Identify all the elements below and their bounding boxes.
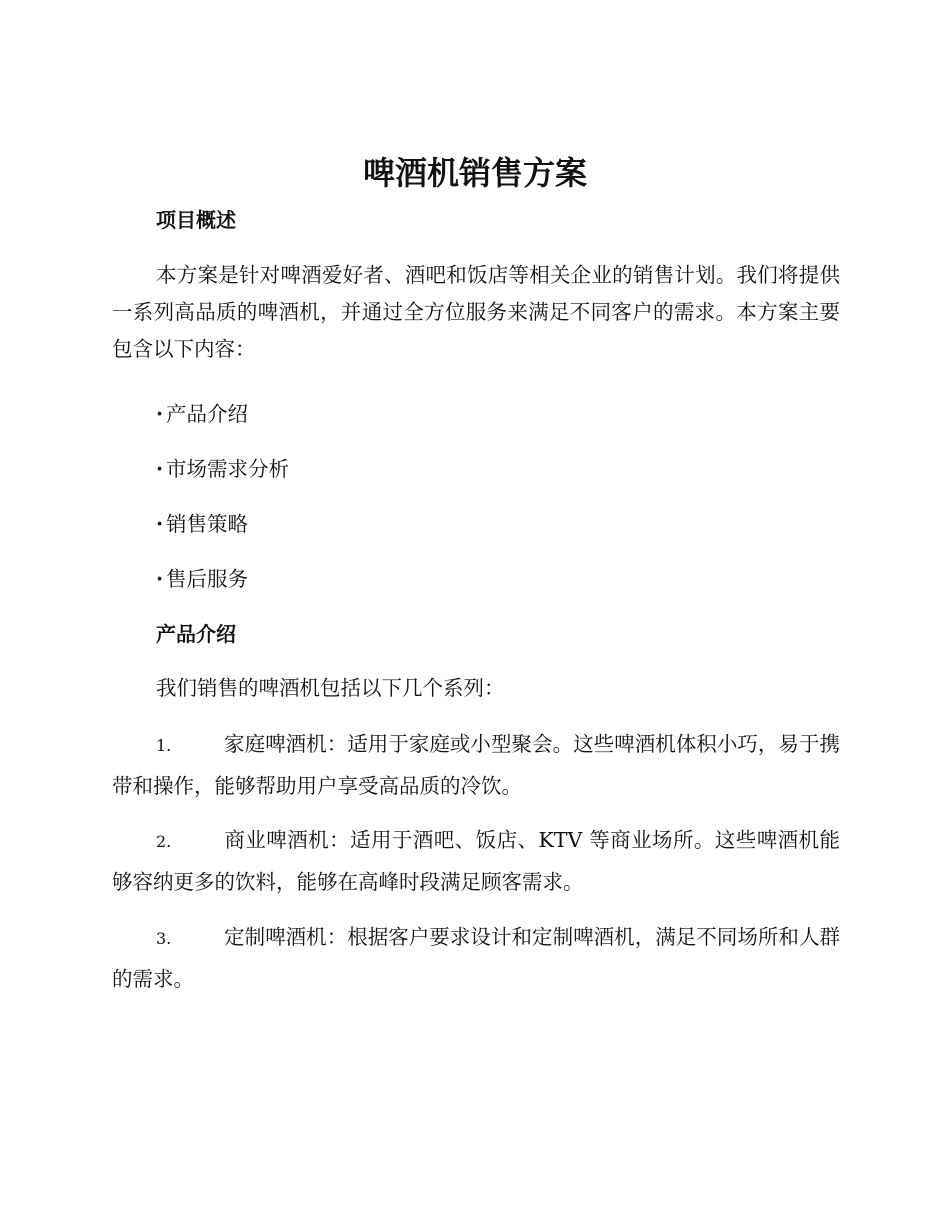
numbered-item [112,820,840,902]
bullet-text: 售后服务 [166,567,248,591]
overview-paragraph: 本方案是针对啤酒爱好者、酒吧和饭店等相关企业的销售计划。我们将提供一系列高品质的啤酒机，并通过全方位服务来满足不同客户的需求。本方案主要包含以下内容： [112,263,840,361]
bullet-item [156,564,248,594]
section-heading-products: 产品介绍 [156,622,236,646]
bullet-dot: · [156,567,164,591]
bullet-item [156,399,248,429]
document-title: 啤酒机销售方案 [362,154,587,192]
bullet-item [156,509,248,539]
bullet-dot: · [156,512,164,536]
bullet-dot: · [156,402,164,426]
bullet-item [156,454,289,484]
item-number: 2. [156,832,172,851]
numbered-item [112,724,840,806]
products-intro-paragraph: 我们销售的啤酒机包括以下几个系列： [156,676,505,700]
item-text: 商业啤酒机：适用于酒吧、饭店、KTV 等商业场所。这些啤酒机能够容纳更多的饮料，能够在高峰时段满足顾客需求。 [112,828,840,894]
item-text: 家庭啤酒机：适用于家庭或小型聚会。这些啤酒机体积小巧，易于携带和操作，能够帮助用户享受高品质的冷饮。 [112,732,840,798]
item-number: 3. [156,929,172,948]
bullet-text: 产品介绍 [166,402,248,426]
item-number: 1. [156,736,172,755]
bullet-text: 销售策略 [166,512,248,536]
bullet-dot: · [156,457,164,481]
numbered-item [112,917,840,999]
item-text: 定制啤酒机：根据客户要求设计和定制啤酒机，满足不同场所和人群的需求。 [112,925,840,991]
bullet-text: 市场需求分析 [166,457,289,481]
section-heading-overview: 项目概述 [156,208,236,232]
